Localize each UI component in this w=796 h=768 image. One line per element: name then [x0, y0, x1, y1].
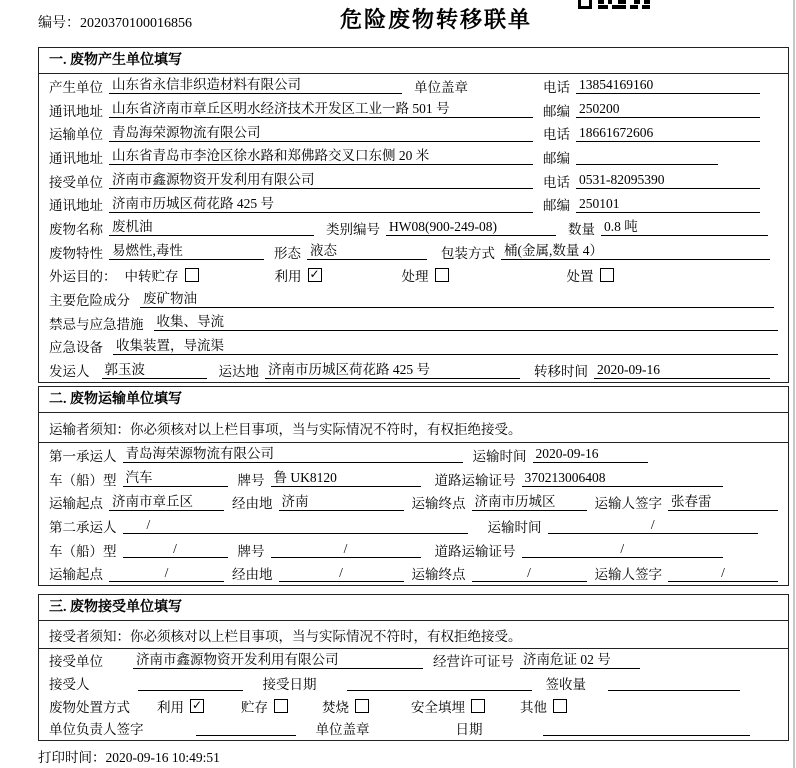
via-value: / [279, 565, 404, 582]
receiver-label: 接受人 [49, 677, 90, 693]
purpose-label: 外运目的： [49, 269, 117, 285]
receive-unit-phone: 0531-82095390 [576, 172, 760, 189]
quantity-value: 0.8 吨 [601, 219, 768, 236]
row-hazard [39, 287, 788, 311]
row-carrier2 [39, 514, 788, 538]
date-label: 日期 [455, 722, 483, 738]
section-receiver [38, 594, 789, 741]
zip-label: 邮编 [543, 198, 570, 214]
purpose-option-label: 利用 [274, 269, 302, 285]
route-end-value: 济南市历城区 [472, 494, 587, 511]
transport-time-label: 运输时间 [472, 448, 527, 464]
checkbox-dispose [600, 268, 614, 282]
receiver-value [138, 675, 243, 691]
route1-start-label: 运输起点 [49, 496, 103, 512]
row-receive-unit3 [39, 649, 788, 672]
vehicle2-value: / [123, 541, 228, 558]
zip-label: 邮编 [543, 103, 570, 119]
hazard-value: 废矿物油 [140, 291, 774, 308]
transport-addr-zip [576, 149, 718, 165]
plate-label: 牌号 [237, 543, 265, 559]
section-receiver-title: 三. 废物接受单位填写 [39, 595, 788, 621]
disposal-option-store [241, 696, 288, 716]
equipment-value: 收集装置，导流渠 [113, 338, 778, 355]
disposal-label: 废物处置方式 [49, 699, 130, 715]
row-equipment [39, 335, 788, 359]
receiver-notice: 接受者须知：你必须核对以上栏目事项，当与实际情况不符时，有权拒绝接受。 [39, 621, 788, 649]
route-end-label: 运输终点 [411, 496, 466, 512]
via-value: 济南 [279, 494, 404, 511]
transporter-sign-label: 运输人签字 [594, 567, 662, 583]
checkbox-incinerate [355, 699, 369, 713]
purpose-option-dispose [567, 265, 614, 285]
page-edge-line [793, 0, 795, 768]
waste-name-label: 废物名称 [49, 221, 103, 237]
disposal-option-utilize [157, 696, 204, 716]
row-carrier1 [39, 443, 788, 467]
transport-unit-label: 运输单位 [49, 127, 103, 143]
row-receive-addr [39, 192, 788, 216]
purpose-option-label: 处置 [566, 269, 594, 285]
page-title: 危险废物转移联单 [339, 7, 532, 32]
route2-start-label: 运输起点 [49, 567, 103, 583]
section-transporter-title: 二. 废物运输单位填写 [39, 387, 788, 413]
row-waste-name [39, 216, 788, 240]
disposal-option-label: 安全填埋 [411, 699, 465, 715]
purpose-option-label: 中转贮存 [124, 269, 179, 285]
row-vehicle2 [39, 538, 788, 562]
phone-label: 电话 [543, 174, 570, 190]
checkbox-utilize: ✓ [191, 697, 203, 712]
disposal-option-label: 利用 [157, 699, 184, 715]
checkbox-landfill [471, 699, 485, 713]
disposal-option-label: 焚烧 [322, 699, 349, 715]
signed-qty-label: 签收量 [545, 677, 586, 693]
produce-addr-value: 山东省济南市章丘区明水经济技术开发区工业一路 501 号 [109, 101, 533, 118]
receive-addr-zip: 250101 [576, 196, 760, 213]
transporter-sign-value: / [668, 565, 778, 582]
hazard-label: 主要危险成分 [49, 293, 130, 309]
transfer-time-value: 2020-09-16 [594, 362, 770, 379]
carrier2-label: 第二承运人 [49, 519, 117, 535]
section-transporter [38, 386, 789, 586]
qr-code-partial-icon [578, 0, 650, 9]
category-code-value: HW08(900-249-08) [386, 219, 556, 236]
waste-prop-value: 易燃性,毒性 [109, 243, 264, 260]
carrier1-value: 青岛海荣源物流有限公司 [123, 446, 463, 463]
route1-start-value: 济南市章丘区 [109, 494, 224, 511]
packing-value: 桶(金属,数量 4） [501, 243, 770, 260]
taboo-label: 禁忌与应急措施 [49, 316, 144, 332]
row-responsible-sign [39, 717, 788, 740]
vehicle2-label: 车（船）型 [49, 543, 117, 559]
responsible-sign-value [196, 720, 296, 736]
row-waste-prop [39, 240, 788, 264]
responsible-sign-label: 单位负责人签字 [49, 722, 144, 738]
checkbox-transfer-storage [185, 268, 199, 282]
transporter-sign-label: 运输人签字 [594, 496, 662, 512]
plate-value: 鲁 UK8120 [271, 470, 421, 487]
waste-prop-label: 废物特性 [49, 245, 103, 261]
date-value [543, 720, 751, 736]
road-license-label: 道路运输证号 [434, 543, 516, 559]
purpose-option-utilize [275, 265, 322, 285]
quantity-label: 数量 [568, 221, 595, 237]
road-license-value: / [522, 541, 724, 558]
transport-unit-phone: 18661672606 [576, 125, 760, 142]
zip-label: 邮编 [543, 150, 570, 166]
receive-unit-value: 济南市鑫源物资开发利用有限公司 [133, 652, 423, 669]
taboo-value: 收集、导流 [154, 314, 779, 331]
row-produce-unit [39, 74, 788, 98]
transport-time-value: / [548, 517, 759, 534]
checkbox-other [553, 699, 567, 713]
via-label: 经由地 [232, 496, 273, 512]
checkbox-store [274, 699, 288, 713]
unit-seal-label: 单位盖章 [315, 722, 370, 738]
business-license-value: 济南危证 02 号 [520, 652, 640, 669]
row-shipper [39, 358, 788, 382]
business-license-label: 经营许可证号 [433, 654, 514, 670]
phone-label: 电话 [543, 79, 570, 95]
route-end-label: 运输终点 [411, 567, 466, 583]
produce-unit-value: 山东省永信非织造材料有限公司 [109, 77, 402, 94]
row-transport-addr [39, 145, 788, 169]
plate-label: 牌号 [237, 472, 265, 488]
unit-seal-label: 单位盖章 [414, 79, 468, 95]
row-receiver-person [39, 672, 788, 695]
form-value: 液态 [307, 243, 427, 260]
receive-unit-label: 接受单位 [49, 654, 103, 670]
row-transport-unit [39, 121, 788, 145]
produce-unit-phone: 13854169160 [576, 77, 760, 94]
receive-unit-value: 济南市鑫源物资开发利用有限公司 [109, 172, 533, 189]
row-purpose [39, 264, 788, 288]
row-route2 [39, 561, 788, 585]
row-disposal [39, 694, 788, 717]
destination-value: 济南市历城区荷花路 425 号 [265, 362, 520, 379]
transport-time-value: 2020-09-16 [533, 446, 649, 463]
plate-value: / [271, 541, 421, 558]
disposal-option-label: 贮存 [241, 699, 268, 715]
signed-qty-value [608, 675, 740, 691]
transport-unit-value: 青岛海荣源物流有限公司 [109, 125, 533, 142]
produce-addr-label: 通讯地址 [49, 103, 103, 119]
purpose-option-transfer-storage [125, 265, 199, 285]
doc-number-value: 2020370100016856 [80, 16, 192, 31]
transport-addr-value: 山东省青岛市李沧区徐水路和郑佛路交叉口东侧 20 米 [109, 148, 533, 165]
print-time-label: 打印时间： [38, 750, 106, 765]
disposal-option-label: 其他 [520, 699, 547, 715]
receive-addr-label: 通讯地址 [49, 198, 103, 214]
section-producer [38, 47, 789, 383]
transport-time-label: 运输时间 [487, 519, 542, 535]
disposal-option-incinerate [322, 696, 369, 716]
print-time [38, 746, 220, 766]
checkbox-utilize: ✓ [309, 267, 320, 282]
route-end-value: / [472, 565, 587, 582]
doc-number-label: 编号： [38, 16, 80, 31]
form-label: 形态 [274, 245, 301, 261]
road-license-value: 370213006408 [522, 470, 724, 487]
vehicle1-value: 汽车 [123, 470, 228, 487]
row-route1 [39, 490, 788, 514]
destination-label: 运达地 [218, 364, 259, 380]
waste-name-value: 废机油 [109, 219, 314, 236]
shipper-value: 郭玉波 [102, 362, 207, 379]
via-label: 经由地 [232, 567, 273, 583]
row-taboo [39, 311, 788, 335]
receive-date-value [347, 675, 532, 691]
road-license-label: 道路运输证号 [434, 472, 516, 488]
produce-unit-label: 产生单位 [49, 79, 103, 95]
row-vehicle1 [39, 467, 788, 491]
produce-addr-zip: 250200 [576, 101, 760, 118]
row-produce-addr [39, 98, 788, 122]
transfer-time-label: 转移时间 [534, 364, 588, 380]
transporter-notice: 运输者须知：你必须核对以上栏目事项，当与实际情况不符时，有权拒绝接受。 [39, 413, 788, 443]
route2-start-value: / [109, 565, 224, 582]
transport-addr-label: 通讯地址 [49, 150, 103, 166]
transporter-sign-value: 张春雷 [668, 494, 778, 511]
carrier2-value: / [123, 517, 468, 534]
disposal-option-other [520, 696, 567, 716]
receive-addr-value: 济南市历城区荷花路 425 号 [109, 196, 533, 213]
purpose-option-label: 处理 [401, 269, 429, 285]
receive-unit-label: 接受单位 [49, 174, 103, 190]
category-code-label: 类别编号 [326, 221, 380, 237]
vehicle1-label: 车（船）型 [49, 472, 117, 488]
phone-label: 电话 [543, 127, 570, 143]
carrier1-label: 第一承运人 [49, 448, 117, 464]
row-receive-unit [39, 169, 788, 193]
checkbox-treat [435, 268, 449, 282]
purpose-option-treat [402, 265, 449, 285]
disposal-option-landfill [411, 696, 485, 716]
shipper-label: 发运人 [49, 364, 90, 380]
receive-date-label: 接受日期 [262, 677, 317, 693]
section-producer-title: 一. 废物产生单位填写 [39, 48, 788, 74]
packing-label: 包装方式 [441, 245, 495, 261]
print-time-value: 2020-09-16 10:49:51 [105, 750, 220, 765]
equipment-label: 应急设备 [49, 340, 103, 356]
